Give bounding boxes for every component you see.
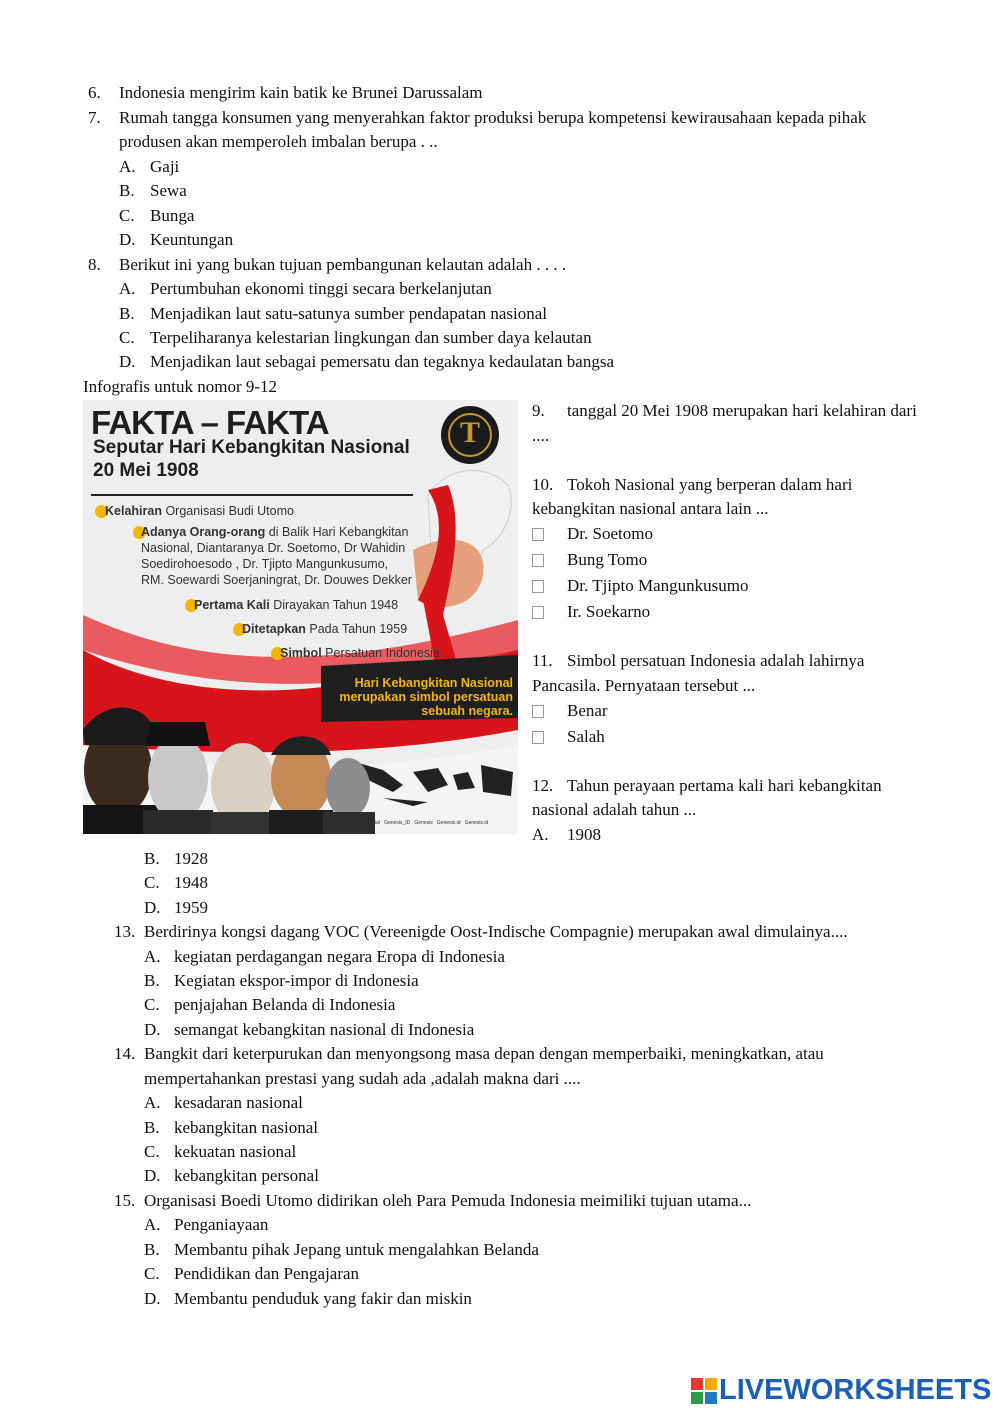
option-letter: B. [119, 181, 135, 200]
question-10-option-2[interactable]: Bung Tomo [567, 550, 648, 569]
infographic-title: FAKTA – FAKTA [91, 404, 329, 441]
option-letter: C. [144, 995, 160, 1014]
option-text: 1908 [567, 825, 601, 844]
question-10-option-1[interactable]: Dr. Soetomo [567, 524, 653, 543]
banner-line-2: merupakan simbol persatuan [339, 690, 513, 704]
banner-line-3: sebuah negara. [421, 704, 513, 718]
option-letter: A. [144, 1215, 161, 1234]
option-text: kekuatan nasional [174, 1142, 297, 1161]
option-letter: B. [144, 849, 160, 868]
option-letter: D. [144, 898, 161, 917]
liveworksheets-logo-icon [691, 1378, 717, 1404]
question-7-text: Rumah tangga konsumen yang menyerahkan faktor produksi berupa kompetensi kewirausahaan kepada pihak [119, 108, 867, 127]
question-7-option-b[interactable] [119, 180, 187, 202]
option-text: Membantu pihak Jepang untuk mengalahkan Belanda [174, 1240, 539, 1259]
question-12-option-c[interactable] [144, 872, 208, 894]
fact-5-bold: Simbol [280, 646, 322, 660]
question-11-option-benar[interactable]: Benar [567, 701, 608, 720]
option-text: Terpeliharanya kelestarian lingkungan dan sumber daya kelautan [150, 328, 592, 347]
question-13-option-b[interactable] [144, 970, 419, 992]
fact-2-bold: Adanya Orang-orang [141, 525, 266, 539]
question-13-text: Berdirinya kongsi dagang VOC (Vereenigde Oost-Indische Compagnie) merupakan awal dimulainya.... [144, 922, 848, 941]
question-12-option-a[interactable] [532, 824, 601, 846]
question-11-option-salah[interactable]: Salah [567, 727, 605, 746]
question-15-text: Organisasi Boedi Utomo didirikan oleh Para Pemuda Indonesia meimiliki tujuan utama... [144, 1191, 752, 1210]
question-7-option-a[interactable] [119, 156, 180, 178]
question-11-text: Simbol persatuan Indonesia adalah lahirnya [567, 651, 865, 670]
social-item: Genesis_ID [384, 820, 411, 826]
question-12-option-b[interactable] [144, 848, 208, 870]
option-letter: B. [144, 971, 160, 990]
question-8-option-d[interactable] [119, 351, 615, 373]
question-9-text-cont: .... [532, 426, 549, 445]
option-letter: C. [144, 1142, 160, 1161]
option-text: 1959 [174, 898, 208, 917]
question-6 [88, 82, 483, 104]
option-text: Pendidikan dan Pengajaran [174, 1264, 360, 1283]
tempo-logo-letter: T [459, 416, 480, 449]
question-7-option-d[interactable] [119, 229, 234, 251]
question-14-text-cont: mempertahankan prestasi yang sudah ada ,adalah makna dari .... [144, 1069, 581, 1088]
option-text: Menjadikan laut sebagai pemersatu dan tegaknya kedaulatan bangsa [150, 352, 615, 371]
question-13-option-a[interactable] [144, 946, 505, 968]
option-letter: D. [119, 230, 136, 249]
option-letter: B. [144, 1240, 160, 1259]
question-8-option-c[interactable] [119, 327, 592, 349]
question-12-number: 12. [532, 776, 554, 795]
question-8-text: Berikut ini yang bukan tujuan pembangunan kelautan adalah . . . . [119, 255, 567, 274]
question-13-number: 13. [114, 922, 136, 941]
option-text: 1928 [174, 849, 208, 868]
liveworksheets-logo-text: LIVEWORKSHEETS [719, 1374, 992, 1406]
checkbox-icon[interactable] [532, 580, 544, 593]
question-7-option-c[interactable] [119, 205, 195, 227]
fact-2-rest: di Balik Hari Kebangkitan [265, 525, 409, 539]
banner-line-1: Hari Kebangkitan Nasional [354, 676, 513, 690]
tempo-logo-icon [441, 406, 499, 464]
question-7-text-cont: produsen akan memperoleh imbalan berupa . .. [119, 132, 438, 151]
fact-4 [242, 622, 407, 636]
liveworksheets-logo[interactable] [691, 1376, 991, 1406]
question-13-option-d[interactable] [144, 1019, 475, 1041]
question-10-text: Tokoh Nasional yang berperan dalam hari [567, 475, 853, 494]
option-letter: C. [119, 206, 135, 225]
option-text: Gaji [150, 157, 180, 176]
option-text: Bunga [150, 206, 195, 225]
question-14-option-d[interactable] [144, 1165, 319, 1187]
option-text: Sewa [150, 181, 187, 200]
question-10-number: 10. [532, 475, 554, 494]
fact-4-rest: Pada Tahun 1959 [305, 622, 408, 636]
option-letter: D. [144, 1289, 161, 1308]
option-letter: D. [119, 352, 136, 371]
social-item: Genesis.id [464, 820, 489, 826]
fact-3-rest: Dirayakan Tahun 1948 [269, 598, 399, 612]
fact-1-rest: Organisasi Budi Utomo [161, 504, 294, 518]
checkbox-icon[interactable] [532, 528, 544, 541]
question-15-option-c[interactable] [144, 1263, 360, 1285]
fact-2 [141, 525, 408, 539]
fact-1-bold: Kelahiran [105, 504, 162, 518]
question-13-option-c[interactable] [144, 994, 396, 1016]
question-9-text: tanggal 20 Mei 1908 merupakan hari kelahiran dari [567, 401, 917, 420]
question-15-option-a[interactable] [144, 1214, 269, 1236]
option-letter: D. [144, 1020, 161, 1039]
option-letter: A. [119, 157, 136, 176]
question-8-option-b[interactable] [119, 303, 548, 325]
question-14-text: Bangkit dari keterpurukan dan menyongsong masa depan dengan memperbaiki, meningkatkan, atau [144, 1044, 824, 1063]
option-letter: A. [144, 1093, 161, 1112]
fact-2-line-3: Soedirohoesodo , Dr. Tjipto Mangunkusumo, [141, 557, 389, 571]
option-text: 1948 [174, 873, 208, 892]
option-text: Menjadikan laut satu-satunya sumber pendapatan nasional [150, 304, 548, 323]
option-text: kegiatan perdagangan negara Eropa di Indonesia [174, 947, 505, 966]
fact-2-line-2: Nasional, Diantaranya Dr. Soetomo, Dr Wahidin [141, 541, 406, 555]
infographic-date: 20 Mei 1908 [93, 460, 199, 481]
option-letter: A. [532, 825, 549, 844]
question-10-option-4[interactable]: Ir. Soekarno [567, 602, 651, 621]
option-text: Penganiayaan [174, 1215, 269, 1234]
question-text: Indonesia mengirim kain batik ke Brunei Darussalam [119, 83, 483, 102]
question-14-number: 14. [114, 1044, 136, 1063]
option-text: Membantu penduduk yang fakir dan miskin [174, 1289, 472, 1308]
option-letter: B. [144, 1118, 160, 1137]
option-letter: D. [144, 1166, 161, 1185]
question-12-text-cont: nasional adalah tahun ... [532, 800, 697, 819]
question-7-number: 7. [88, 108, 101, 127]
option-text: penjajahan Belanda di Indonesia [174, 995, 396, 1014]
option-letter: C. [144, 1264, 160, 1283]
question-10-option-3[interactable]: Dr. Tjipto Mangunkusumo [567, 576, 749, 595]
checkbox-icon[interactable] [532, 731, 544, 744]
question-15-option-b[interactable] [144, 1239, 539, 1261]
question-14-option-a[interactable] [144, 1092, 303, 1114]
option-letter: C. [144, 873, 160, 892]
option-letter: B. [119, 304, 135, 323]
option-letter: A. [144, 947, 161, 966]
option-text: Kegiatan ekspor-impor di Indonesia [174, 971, 419, 990]
fact-5-rest: Persatuan Indonesia [321, 646, 440, 660]
fact-4-bold: Ditetapkan [242, 622, 306, 636]
social-item: Genesis.id [436, 820, 461, 826]
option-text: kesadaran nasional [174, 1093, 303, 1112]
social-item: Genesis [414, 820, 433, 826]
social-bar [345, 820, 488, 826]
option-text: Pertumbuhan ekonomi tinggi secara berkelanjutan [150, 279, 492, 298]
option-letter: A. [119, 279, 136, 298]
question-15-option-d[interactable] [144, 1288, 472, 1310]
infographic-caption: Infografis untuk nomor 9-12 [83, 377, 278, 396]
fact-1 [105, 504, 294, 518]
checkbox-icon[interactable] [532, 554, 544, 567]
question-11-text-cont: Pancasila. Pernyataan tersebut ... [532, 676, 756, 695]
infographic-subtitle: Seputar Hari Kebangkitan Nasional [93, 437, 410, 458]
fact-3 [194, 598, 398, 612]
fact-5 [280, 646, 440, 660]
social-item: Genesis Official [345, 820, 380, 826]
question-14-option-c[interactable] [144, 1141, 297, 1163]
question-14-option-b[interactable] [144, 1117, 318, 1139]
option-text: Keuntungan [150, 230, 234, 249]
option-text: kebangkitan personal [174, 1166, 319, 1185]
option-letter: C. [119, 328, 135, 347]
infographic [83, 400, 518, 834]
checkbox-icon[interactable] [532, 606, 544, 619]
fact-2-line-4: RM. Soewardi Soerjaningrat, Dr. Douwes Dekker [141, 573, 412, 587]
question-8-option-a[interactable] [119, 278, 492, 300]
question-10-text-cont: kebangkitan nasional antara lain ... [532, 499, 769, 518]
checkbox-icon[interactable] [532, 705, 544, 718]
question-12-option-d[interactable] [144, 897, 208, 919]
option-text: semangat kebangkitan nasional di Indonesia [174, 1020, 475, 1039]
fact-3-bold: Pertama Kali [194, 598, 270, 612]
question-12-text: Tahun perayaan pertama kali hari kebangkitan [567, 776, 882, 795]
question-8-number: 8. [88, 255, 101, 274]
question-15-number: 15. [114, 1191, 136, 1210]
question-11-number: 11. [532, 651, 553, 670]
option-text: kebangkitan nasional [174, 1118, 318, 1137]
question-9-number: 9. [532, 401, 545, 420]
question-number: 6. [88, 83, 101, 102]
